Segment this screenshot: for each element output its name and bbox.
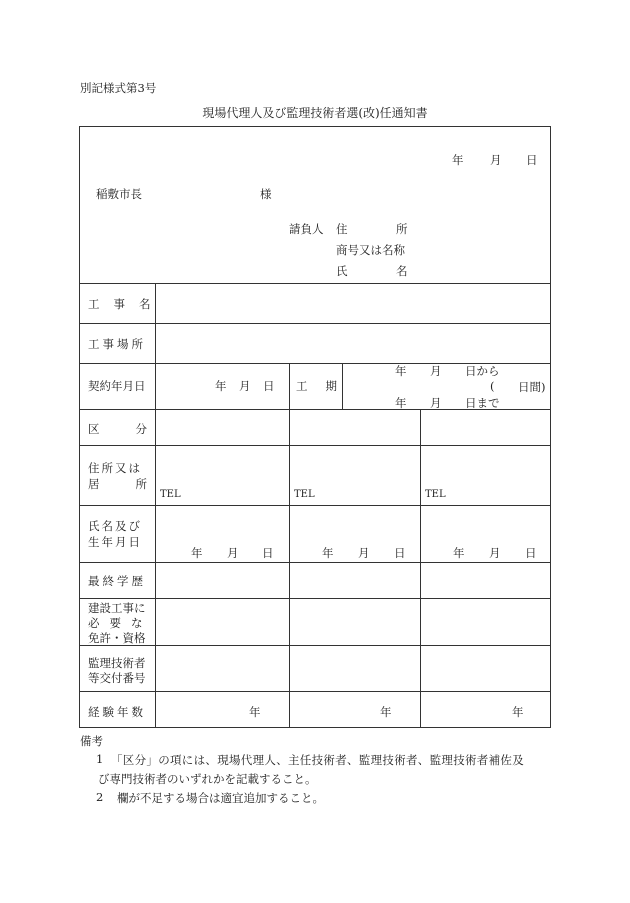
- note-text: 欄が不足する場合は適宜追加すること。: [117, 791, 324, 805]
- birth-day: 日: [394, 546, 406, 560]
- addressee: 稲敷市長: [96, 187, 142, 201]
- row-divider: [80, 445, 550, 446]
- document-title: 現場代理人及び監理技術者選(改)任通知書: [202, 106, 428, 120]
- contractor-label: 請負人: [289, 222, 324, 236]
- label-construction-name: 工 事 名: [88, 297, 151, 311]
- period-to-month: 月: [430, 396, 442, 410]
- tel-label: TEL: [294, 489, 315, 500]
- column-divider: [289, 363, 290, 409]
- experience-unit: 年: [380, 705, 392, 719]
- date-month: 月: [490, 153, 502, 167]
- period-from-month: 月: [430, 364, 442, 378]
- trade-name-label: 商号又は名称: [336, 243, 405, 257]
- period-days-open: (: [490, 379, 495, 393]
- tel-label: TEL: [160, 489, 181, 500]
- birth-year: 年: [191, 546, 203, 560]
- date-day: 日: [526, 153, 538, 167]
- address-label: 住: [336, 222, 348, 236]
- label-education: 最終学歴: [88, 574, 146, 588]
- row-divider: [80, 505, 550, 506]
- experience-unit: 年: [249, 705, 261, 719]
- experience-unit: 年: [512, 705, 524, 719]
- birth-year: 年: [322, 546, 334, 560]
- label-license: 建設工事に: [88, 601, 146, 615]
- row-divider: [80, 598, 550, 599]
- label-residence: 居 所: [88, 477, 147, 491]
- period-to-day: 日まで: [465, 396, 500, 410]
- birth-month: 月: [227, 546, 239, 560]
- label-construction-site: 工事場所: [88, 337, 146, 351]
- date-year: 年: [452, 153, 464, 167]
- birth-day: 日: [525, 546, 537, 560]
- label-license: 必要な: [88, 616, 153, 630]
- note-number: 2: [96, 790, 104, 804]
- period-to-year: 年: [395, 396, 407, 410]
- contract-month: 月: [239, 379, 251, 393]
- note-text: び専門技術者のいずれかを記載すること。: [98, 772, 317, 786]
- name-label: 氏: [336, 264, 348, 278]
- column-divider: [420, 409, 421, 727]
- column-divider: [289, 409, 290, 727]
- row-divider: [80, 323, 550, 324]
- label-birthdate: 生年月日: [88, 535, 142, 549]
- period-from-year: 年: [395, 364, 407, 378]
- birth-day: 日: [262, 546, 274, 560]
- label-period: 工 期: [296, 379, 337, 393]
- row-divider: [80, 645, 550, 646]
- label-column-divider: [155, 283, 156, 727]
- period-days: 日間): [518, 380, 546, 394]
- notes-heading: 備考: [80, 734, 103, 748]
- label-address: 住所又は: [88, 461, 142, 475]
- birth-month: 月: [489, 546, 501, 560]
- form-number: 別記様式第3号: [80, 81, 157, 95]
- row-divider: [80, 691, 550, 692]
- contract-day: 日: [263, 379, 275, 393]
- label-license: 免許・資格: [88, 631, 146, 645]
- row-divider: [80, 562, 550, 563]
- birth-year: 年: [453, 546, 465, 560]
- note-text: 「区分」の項には、現場代理人、主任技術者、監理技術者、監理技術者補佐及: [111, 753, 524, 767]
- note-number: 1: [96, 752, 104, 766]
- address-label: 所: [396, 222, 408, 236]
- label-category: 区 分: [88, 422, 147, 436]
- label-supervisor-cert: 等交付番号: [88, 671, 146, 685]
- contract-year: 年: [215, 379, 227, 393]
- column-divider: [342, 363, 343, 409]
- row-divider: [80, 283, 550, 284]
- period-from-day: 日から: [465, 364, 500, 378]
- honorific: 様: [260, 187, 272, 201]
- label-supervisor-cert: 監理技術者: [88, 656, 146, 670]
- birth-month: 月: [358, 546, 370, 560]
- label-experience: 経験年数: [88, 705, 146, 719]
- label-contract-date: 契約年月日: [88, 379, 146, 393]
- name-label: 名: [396, 264, 408, 278]
- tel-label: TEL: [425, 489, 446, 500]
- label-name: 氏名及び: [88, 519, 142, 533]
- notice-form-table: [79, 126, 551, 728]
